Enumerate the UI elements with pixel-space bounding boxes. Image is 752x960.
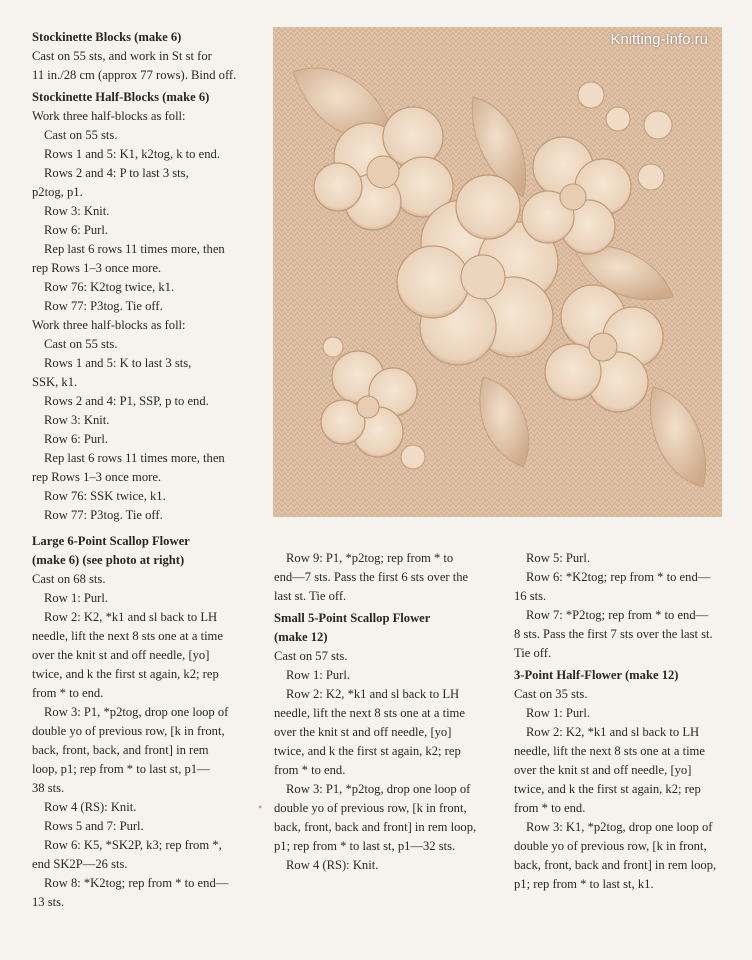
left-column-bottom (32, 532, 268, 912)
margin-dot-icon: • (258, 800, 263, 814)
pattern-line: Row 4 (RS): Knit. (286, 858, 379, 872)
pattern-line: Row 6: K5, *SK2P, k3; rep from *, (44, 838, 222, 852)
pattern-line: 16 sts. (514, 589, 547, 603)
pattern-line: Tie off. (514, 646, 552, 660)
section-heading: (make 6) (see photo at right) (32, 553, 185, 567)
pattern-line: Cast on 35 sts. (514, 687, 588, 701)
pattern-line: needle, lift the next 8 sts one at a time (514, 744, 705, 758)
pattern-line: Rows 5 and 7: Purl. (44, 819, 144, 833)
pattern-line: double yo of previous row, [k in front, (514, 839, 707, 853)
section-heading: Small 5-Point Scallop Flower (274, 611, 431, 625)
pattern-line: from * to end. (32, 686, 104, 700)
pattern-line: Cast on 55 sts. (44, 337, 118, 351)
section-heading: Stockinette Half-Blocks (make 6) (32, 90, 210, 104)
pattern-line: Row 6: Purl. (44, 432, 109, 446)
pattern-line: Row 4 (RS): Knit. (44, 800, 137, 814)
pattern-line: over the knit st and off needle, [yo] (32, 648, 210, 662)
pattern-line: Row 3: K1, *p2tog, drop one loop of (526, 820, 713, 834)
pattern-line: twice, and k the first st again, k2; rep (514, 782, 701, 796)
pattern-line: twice, and k the first st again, k2; rep (274, 744, 461, 758)
section-heading: 3-Point Half-Flower (make 12) (514, 668, 679, 682)
pattern-line: end—7 sts. Pass the first 6 sts over the (274, 570, 469, 584)
pattern-line: from * to end. (274, 763, 346, 777)
pattern-line: last st. Tie off. (274, 589, 347, 603)
pattern-line: needle, lift the next 8 sts one at a time (32, 629, 223, 643)
pattern-line: Rows 2 and 4: P to last 3 sts, (44, 166, 189, 180)
pattern-line: 8 sts. Pass the first 7 sts over the last st. (514, 627, 713, 641)
section-heading: Stockinette Blocks (make 6) (32, 30, 182, 44)
pattern-line: Row 3: P1, *p2tog, drop one loop of (44, 705, 229, 719)
pattern-line: back, front, back and front] in rem loop, (274, 820, 477, 834)
pattern-line: p1; rep from * to last st, p1—32 sts. (274, 839, 456, 853)
pattern-line: from * to end. (514, 801, 586, 815)
pattern-line: Row 77: P3tog. Tie off. (44, 299, 163, 313)
watermark: Knitting-Info.ru (610, 31, 708, 48)
pattern-line: Row 76: SSK twice, k1. (44, 489, 166, 503)
pattern-line: Row 5: Purl. (526, 551, 591, 565)
pattern-line: Row 3: Knit. (44, 413, 110, 427)
pattern-line: 38 sts. (32, 781, 65, 795)
pattern-line: loop, p1; rep from * to last st, p1— (32, 762, 210, 776)
pattern-line: end SK2P—26 sts. (32, 857, 128, 871)
pattern-line: Cast on 55 sts, and work in St st for (32, 49, 212, 63)
pattern-line: over the knit st and off needle, [yo] (274, 725, 452, 739)
pattern-line: Rows 1 and 5: K1, k2tog, k to end. (44, 147, 220, 161)
pattern-line: rep Rows 1–3 once more. (32, 261, 162, 275)
pattern-line: double yo of previous row, [k in front, (274, 801, 467, 815)
pattern-line: Row 76: K2tog twice, k1. (44, 280, 175, 294)
pattern-line: Row 1: Purl. (526, 706, 591, 720)
pattern-line: rep Rows 1–3 once more. (32, 470, 162, 484)
pattern-line: Row 7: *P2tog; rep from * to end— (526, 608, 709, 622)
pattern-line: double yo of previous row, [k in front, (32, 724, 225, 738)
section-heading: Large 6-Point Scallop Flower (32, 534, 190, 548)
pattern-line: Row 2: K2, *k1 and sl back to LH (44, 610, 218, 624)
pattern-line: twice, and k the first st again, k2; rep (32, 667, 219, 681)
pattern-line: Rows 1 and 5: K to last 3 sts, (44, 356, 192, 370)
left-column-top (32, 28, 268, 525)
pattern-line: Rows 2 and 4: P1, SSP, p to end. (44, 394, 209, 408)
pattern-line: Row 1: Purl. (44, 591, 109, 605)
right-column (514, 549, 728, 894)
pattern-line: 11 in./28 cm (approx 77 rows). Bind off. (32, 68, 237, 82)
pattern-line: Rep last 6 rows 11 times more, then (44, 242, 225, 256)
pattern-line: Work three half-blocks as foll: (32, 318, 186, 332)
pattern-line: Row 6: Purl. (44, 223, 109, 237)
knitted-flower-illustration (273, 27, 722, 517)
pattern-line: Row 3: Knit. (44, 204, 110, 218)
knitted-flower-photo (273, 27, 722, 517)
pattern-line: back, front, back, and front] in rem (32, 743, 209, 757)
middle-column (274, 549, 492, 875)
pattern-line: back, front, back and front] in rem loop, (514, 858, 717, 872)
pattern-line: p2tog, p1. (32, 185, 83, 199)
pattern-line: Work three half-blocks as foll: (32, 109, 186, 123)
pattern-line: Row 2: K2, *k1 and sl back to LH (286, 687, 460, 701)
pattern-line: Cast on 68 sts. (32, 572, 106, 586)
pattern-line: p1; rep from * to last st, k1. (514, 877, 654, 891)
pattern-line: over the knit st and off needle, [yo] (514, 763, 692, 777)
pattern-line: Row 77: P3tog. Tie off. (44, 508, 163, 522)
pattern-line: Rep last 6 rows 11 times more, then (44, 451, 225, 465)
pattern-line: needle, lift the next 8 sts one at a time (274, 706, 465, 720)
pattern-line: Row 1: Purl. (286, 668, 351, 682)
pattern-line: 13 sts. (32, 895, 65, 909)
pattern-line: Row 2: K2, *k1 and sl back to LH (526, 725, 700, 739)
pattern-line: Row 6: *K2tog; rep from * to end— (526, 570, 711, 584)
pattern-line: Row 9: P1, *p2tog; rep from * to (286, 551, 454, 565)
pattern-line: Row 8: *K2tog; rep from * to end— (44, 876, 229, 890)
section-heading: (make 12) (274, 630, 328, 644)
pattern-line: Cast on 55 sts. (44, 128, 118, 142)
pattern-line: SSK, k1. (32, 375, 78, 389)
pattern-line: Row 3: P1, *p2tog, drop one loop of (286, 782, 471, 796)
pattern-line: Cast on 57 sts. (274, 649, 348, 663)
